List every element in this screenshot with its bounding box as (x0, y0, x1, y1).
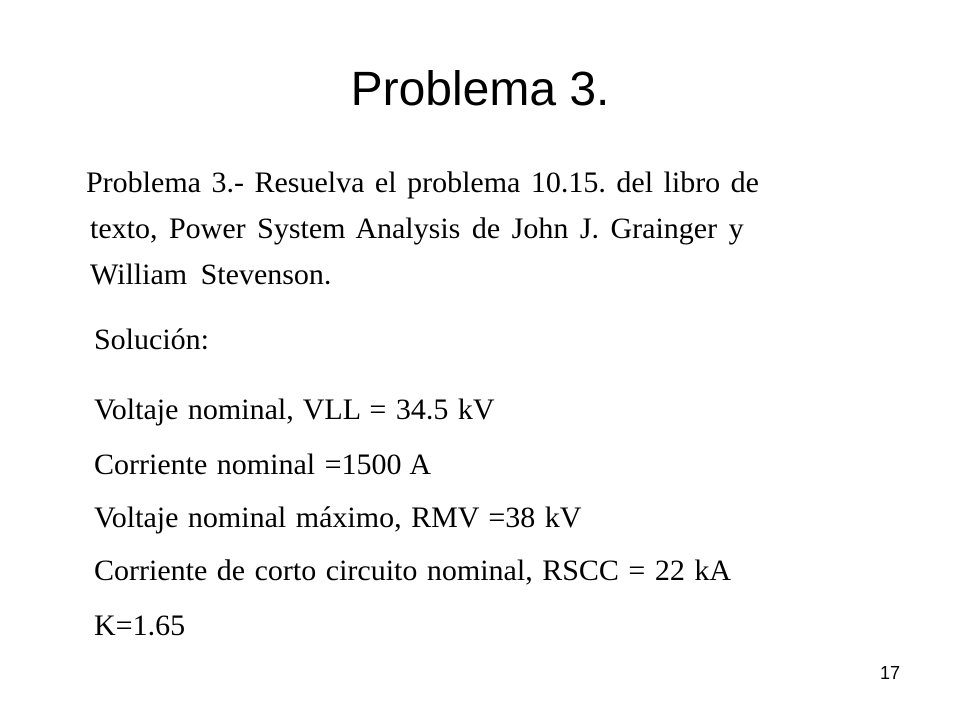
problem-statement-line-2: texto, Power System Analysis de John J. Grainger y (90, 212, 744, 245)
problem-statement-line-3: William Stevenson. (90, 258, 332, 291)
short-circuit-current-item: Corriente de corto circuito nominal, RSCC = 22 kA (94, 554, 731, 587)
rated-current-item: Corriente nominal =1500 A (94, 448, 432, 481)
problem-statement-line-1: Problema 3.- Resuelva el problema 10.15. del libro de (86, 166, 759, 199)
slide-title: Problema 3. (350, 63, 610, 116)
max-rated-voltage-item: Voltaje nominal máximo, RMV =38 kV (94, 501, 582, 534)
solution-label: Solución: (94, 323, 210, 356)
problem-statement (86, 160, 892, 298)
page-number: 17 (879, 663, 900, 683)
rated-voltage-item: Voltaje nominal, VLL = 34.5 kV (94, 393, 495, 426)
k-factor-item: K=1.65 (94, 609, 186, 642)
